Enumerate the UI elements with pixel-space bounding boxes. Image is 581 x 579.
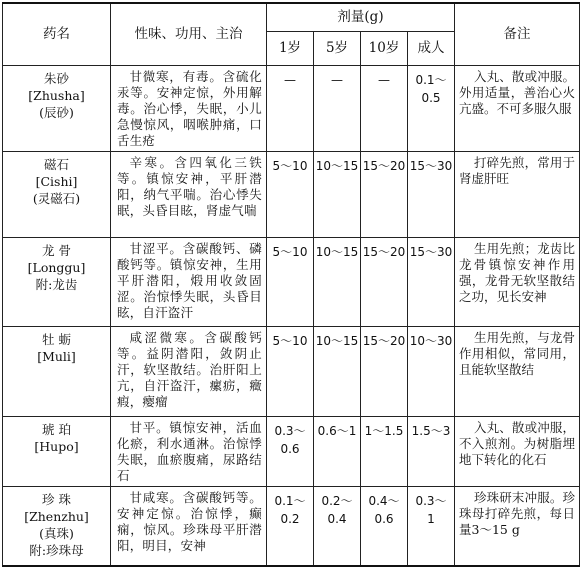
dose-cell [361, 151, 408, 237]
dose-line: 1～1.5 [364, 423, 404, 438]
dose-line: 5～10 [272, 244, 308, 259]
herb-name-line: 附:珍珠母 [29, 542, 84, 558]
table-row [3, 65, 580, 151]
herb-note: 珍珠研末冲服。珍珠母打碎先煎，每日量3～15 g [455, 486, 580, 566]
herb-description: 甘平。镇惊安神，活血化瘀，利水通淋。治惊悸失眠，血瘀腹痛，尿路结石 [111, 416, 267, 486]
herb-name-cell [3, 486, 111, 566]
dose-cell [361, 65, 408, 151]
herb-name-cell [3, 237, 111, 326]
dose-line: 0.2 [280, 511, 300, 526]
dose-cell [408, 151, 455, 237]
dose-line: 0.4～ [368, 493, 400, 508]
header-properties: 性味、功用、主治 [111, 3, 267, 65]
herb-description: 咸涩微寒。含碳酸钙等。益阴潜阳，敛阴止汗，软坚散结。治肝阳上亢，自汗盗汗，瘰疬，癥瘕，瘿瘤 [111, 326, 267, 416]
dose-line: 10～15 [315, 158, 359, 173]
dose-line: 0.3～ [274, 423, 306, 438]
dose-cell [314, 486, 361, 566]
dose-line: 1.5～3 [411, 423, 451, 438]
dose-cell [267, 65, 314, 151]
dose-cell [408, 326, 455, 416]
herb-note: 打碎先煎，常用于肾虚肝旺 [455, 151, 580, 237]
dose-cell [314, 151, 361, 237]
dose-cell [361, 486, 408, 566]
herb-name-cell [3, 65, 111, 151]
herb-name-cell [3, 416, 111, 486]
dose-cell [408, 416, 455, 486]
herb-name-line: [Cishi] [35, 173, 78, 189]
dose-cell [361, 326, 408, 416]
dose-cell [361, 237, 408, 326]
dose-line: — [284, 72, 296, 87]
header-age-adult: 成人 [408, 31, 455, 65]
dose-cell [314, 416, 361, 486]
dose-line: 5～10 [272, 333, 308, 348]
herb-name-line: [Muli] [37, 348, 76, 364]
herb-name-line: (灵磁石) [32, 190, 81, 206]
header-age-1: 1岁 [267, 31, 314, 65]
dose-cell [314, 65, 361, 151]
dose-line: 15～20 [362, 333, 406, 348]
dose-cell [267, 486, 314, 566]
dose-cell [408, 486, 455, 566]
herb-name-line: 朱砂 [43, 70, 69, 86]
herb-description: 甘微寒，有毒。含硫化汞等。安神定惊，外用解毒。治心悸，失眠，小儿急慢惊风，咽喉肿痛，口舌生疮 [111, 65, 267, 151]
herb-name-line: 龙 骨 [42, 242, 71, 258]
herb-name-line: [Zhusha] [28, 87, 85, 103]
herb-name-line: [Zhenzhu] [24, 508, 89, 524]
table-row [3, 237, 580, 326]
dose-cell [314, 326, 361, 416]
dose-cell [267, 416, 314, 486]
herb-name-cell [3, 326, 111, 416]
table-row [3, 416, 580, 486]
dose-cell [267, 237, 314, 326]
header-age-10: 10岁 [361, 31, 408, 65]
dose-line: 0.3～ [415, 493, 447, 508]
header-dosage: 剂量(g) [267, 3, 455, 31]
dose-cell [361, 416, 408, 486]
table-row [3, 486, 580, 566]
dose-line: 0.6～1 [317, 423, 357, 438]
herb-name-line: 附:龙齿 [35, 276, 78, 292]
table-body [3, 65, 580, 566]
dose-cell [267, 326, 314, 416]
herb-name-line: 磁石 [43, 156, 69, 172]
header-notes: 备注 [455, 3, 580, 65]
dose-line: 15～30 [409, 244, 453, 259]
dose-line: 10～15 [315, 244, 359, 259]
herb-note: 生用先煎，与龙骨作用相似，常同用，且能软坚散结 [455, 326, 580, 416]
herb-note: 入丸、散或冲服。外用适量，善治心火亢盛。不可多服久服 [455, 65, 580, 151]
dose-line: 1 [427, 511, 435, 526]
dose-line: 0.1～ [274, 493, 306, 508]
dose-line: 15～20 [362, 244, 406, 259]
dose-line: 10～30 [409, 333, 453, 348]
dose-cell [408, 237, 455, 326]
herb-name-line: 琥 珀 [42, 421, 71, 437]
dose-cell [267, 151, 314, 237]
dose-line: — [331, 72, 343, 87]
table-row [3, 326, 580, 416]
dose-line: 0.1～ [415, 72, 447, 87]
herb-name-line: (辰砂) [39, 104, 74, 120]
header-name: 药名 [3, 3, 111, 65]
dose-line: 0.6 [280, 441, 300, 456]
herb-name-line: [Longgu] [27, 259, 86, 275]
herb-name-line: [Hupo] [34, 438, 79, 454]
dose-line: 0.4 [327, 511, 347, 526]
herb-name-line: 牡 蛎 [42, 331, 71, 347]
herb-note: 入丸、散或冲服，不入煎剂。为树脂埋地下转化的化石 [455, 416, 580, 486]
herb-name-cell [3, 151, 111, 237]
dose-line: 0.2～ [321, 493, 353, 508]
herb-description: 辛寒。含四氧化三铁等。镇惊安神，平肝潜阳，纳气平喘。治心悸失眠，头昏目眩，肾虚气喘 [111, 151, 267, 237]
header-age-5: 5岁 [314, 31, 361, 65]
dose-cell [314, 237, 361, 326]
herb-description: 甘涩平。含碳酸钙、磷酸钙等。镇惊安神，生用平肝潜阳，煅用收敛固涩。治惊悸失眠，头昏目眩，自汗盗汗 [111, 237, 267, 326]
herb-name-line: 珍 珠 [42, 491, 71, 507]
dose-line: 15～20 [362, 158, 406, 173]
herb-name-line: (真珠) [39, 525, 74, 541]
dose-line: 15～30 [409, 158, 453, 173]
table-row [3, 151, 580, 237]
dose-line: — [378, 72, 390, 87]
herb-note: 生用先煎；龙齿比龙骨镇惊安神作用强，龙骨无软坚散结之功，见长安神 [455, 237, 580, 326]
dose-line: 0.5 [421, 90, 441, 105]
dose-cell [408, 65, 455, 151]
dose-line: 10～15 [315, 333, 359, 348]
dose-line: 0.6 [374, 511, 394, 526]
dose-line: 5～10 [272, 158, 308, 173]
herb-dosage-table [2, 2, 580, 567]
herb-description: 甘咸寒。含碳酸钙等。安神定惊。治惊悸，癫痫，惊风。珍珠母平肝潜阳，明目，安神 [111, 486, 267, 566]
